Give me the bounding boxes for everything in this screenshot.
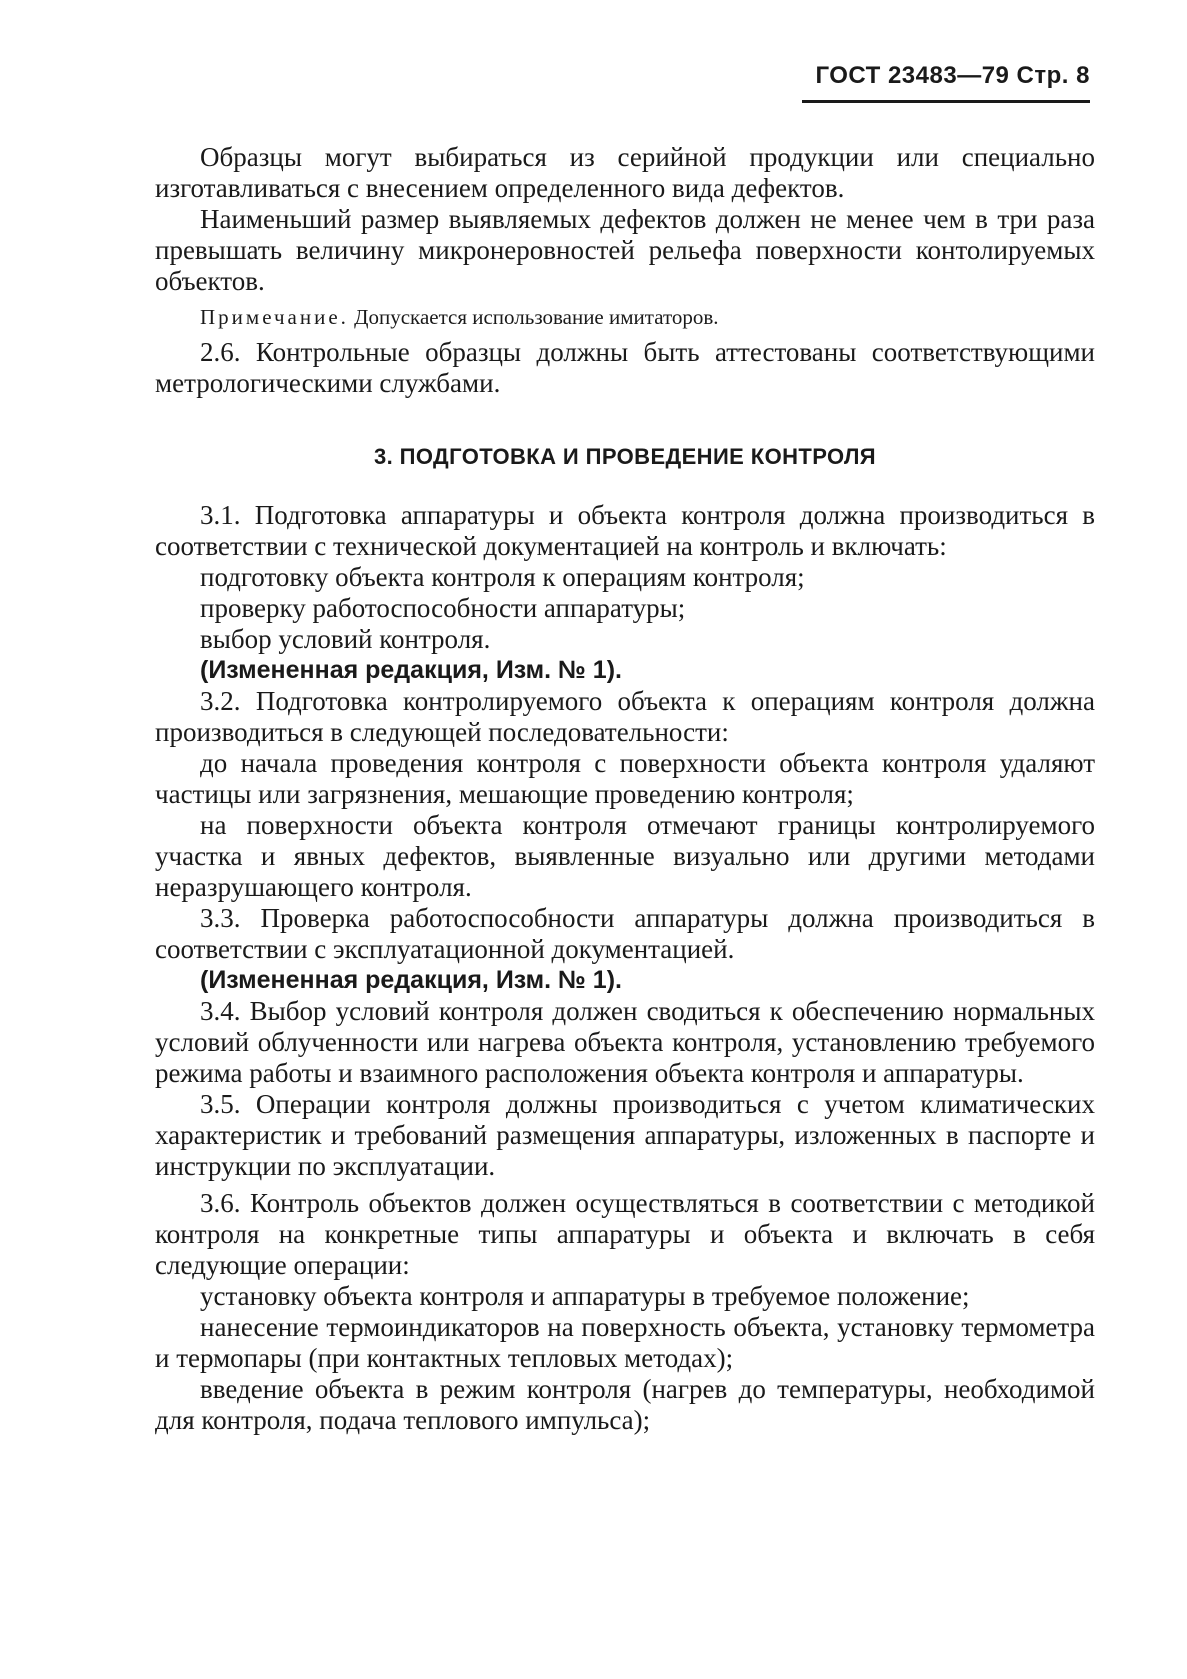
list-item: введение объекта в режим контроля (нагрев до температуры, необходимой для контроля, подача теплового импульса); bbox=[155, 1374, 1095, 1435]
amendment-note: (Измененная редакция, Изм. № 1). bbox=[200, 656, 622, 684]
header-rule bbox=[802, 100, 1090, 103]
paragraph: Наименьший размер выявляемых дефектов должен не менее чем в три раза превышать величину микронеровностей рельефа поверхности контолируемых объектов. bbox=[155, 204, 1095, 296]
document-body bbox=[155, 142, 1095, 1436]
list-item: подготовку объекта контроля к операциям контроля; bbox=[200, 562, 805, 592]
list-item: до начала проведения контроля с поверхности объекта контроля удаляют частицы или загрязнения, мешающие проведению контроля; bbox=[155, 748, 1095, 809]
paragraph: Образцы могут выбираться из серийной продукции или специально изготавливаться с внесением определенного вида дефектов. bbox=[155, 142, 1095, 203]
note-text: Допускается использование имитаторов. bbox=[348, 305, 719, 329]
paragraph-3-2: 3.2. Подготовка контролируемого объекта к операциям контроля должна производиться в следующей последовательности: bbox=[155, 686, 1095, 747]
paragraph-3-3: 3.3. Проверка работоспособности аппаратуры должна производиться в соответствии с эксплуатационной документацией. bbox=[155, 903, 1095, 964]
note bbox=[155, 303, 1095, 331]
list-item: на поверхности объекта контроля отмечают границы контролируемого участка и явных дефектов, выявленные визуально или другими методами неразрушающего контроля. bbox=[155, 810, 1095, 902]
page-header: ГОСТ 23483—79 Стр. 8 bbox=[815, 62, 1090, 89]
paragraph-2-6: 2.6. Контрольные образцы должны быть аттестованы соответствующими метрологическими службами. bbox=[155, 337, 1095, 398]
paragraph-3-6: 3.6. Контроль объектов должен осуществляться в соответствии с методикой контроля на конкретные типы аппаратуры и объекта и включать в себя следующие операции: bbox=[155, 1188, 1095, 1280]
paragraph-3-1: 3.1. Подготовка аппаратуры и объекта контроля должна производиться в соответствии с технической документацией на контроль и включать: bbox=[155, 500, 1095, 561]
note-label: Примечание. bbox=[200, 305, 349, 329]
amendment-note: (Измененная редакция, Изм. № 1). bbox=[200, 966, 622, 994]
paragraph-3-4: 3.4. Выбор условий контроля должен сводиться к обеспечению нормальных условий облученности или нагрева объекта контроля, установлению требуемого режима работы и взаимного расположения объекта контроля и аппаратуры. bbox=[155, 996, 1095, 1088]
list-item: нанесение термоиндикаторов на поверхность объекта, установку термометра и термопары (при контактных тепловых методах); bbox=[155, 1312, 1095, 1373]
section-title: 3. ПОДГОТОВКА И ПРОВЕДЕНИЕ КОНТРОЛЯ bbox=[373, 444, 877, 469]
list-item: установку объекта контроля и аппаратуры в требуемое положение; bbox=[200, 1281, 970, 1311]
list-item: выбор условий контроля. bbox=[200, 624, 491, 654]
list-item: проверку работоспособности аппаратуры; bbox=[200, 593, 686, 623]
paragraph-3-5: 3.5. Операции контроля должны производиться с учетом климатических характеристик и требований размещения аппаратуры, изложенных в паспорте и инструкции по эксплуатации. bbox=[155, 1089, 1095, 1181]
